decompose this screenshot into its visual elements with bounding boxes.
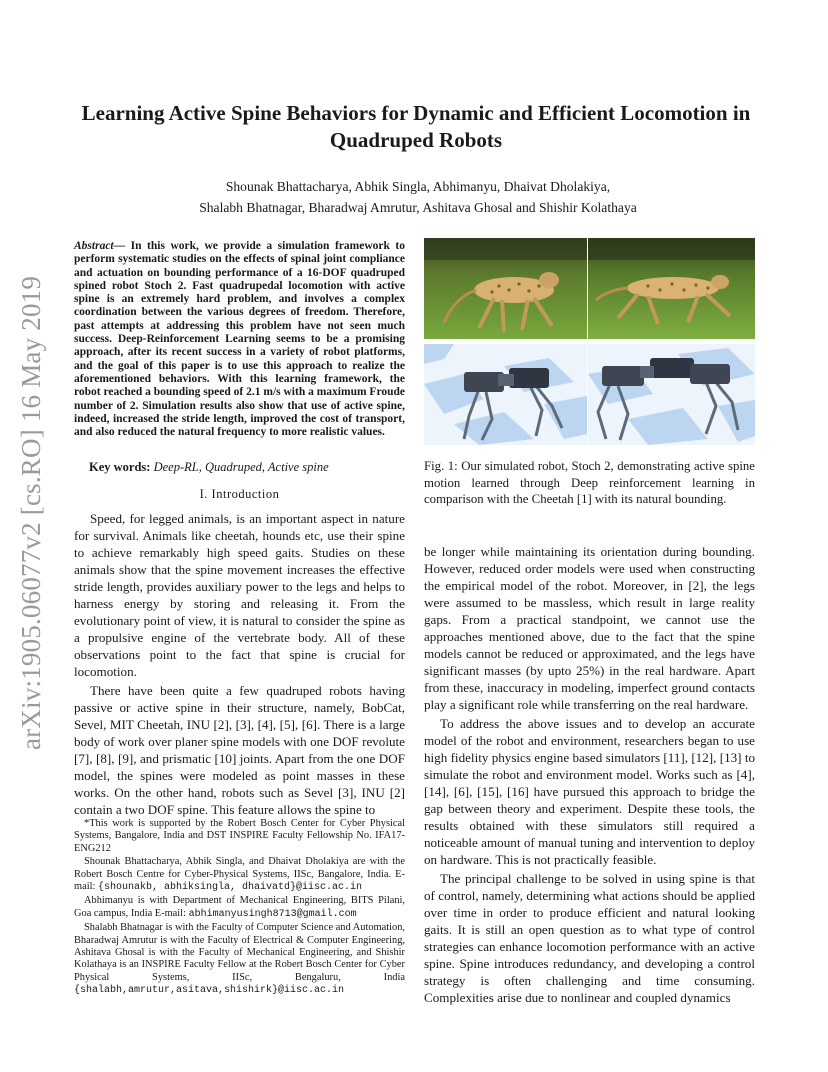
intro-paragraph-2: There have been quite a few quadruped robots having passive or active spine in their structure, namely, BobCat, Sevel, MIT Cheetah, INU [2], [3], [4], [5], [6]. There is a large body of work over planer spine models with one DOF revolute [7], [8], [9], and prismatic [10] joints. Apart from the one DOF model, the spines were modeled as point masses in these works. On the other hand, robots such as Sevel [3], INU [2] contain a two DOF spine. This feature allows the spine to	[74, 683, 405, 817]
intro-right-paragraph-3: The principal challenge to be solved in using spine is that of control, namely, determining what actions should be applied over time in order to produce efficient and natural looking gaits. It is still an open question as to what type of control strategies can enhance locomotion performance with an active spine. Spine introduces redundancy, and developing a control strategy is often challenging and time consuming. Complexities arise due to nonlinear and coupled dynamics	[424, 871, 755, 1005]
abstract	[74, 240, 405, 439]
intro-right-column	[424, 543, 755, 1006]
robot-simulation-left	[424, 344, 587, 445]
intro-paragraph-1: Speed, for legged animals, is an important aspect in nature for survival. Animals like cheetah, hounds etc, use their spine to achieve remarkably high speed gaits. Studies on these animals show that the spine movement increases the effective stride length, provides auxiliary power to the legs and helps to harness energy by storing and releasing it. From the evolutionary point of view, it is natural to consider the spine as a propulsive engine of the vertebrate body. All of these observations point to the fact that spine is crucial for locomotion.	[74, 511, 405, 679]
paper-title: Learning Active Spine Behaviors for Dynamic and Efficient Locomotion in Quadruped Robots	[81, 101, 751, 152]
footnote-email-2: abhimanyusingh8713@gmail.com	[188, 908, 357, 920]
robot-simulation-right-image	[588, 344, 755, 445]
arxiv-stamp-text: arXiv:1905.06077v2 [cs.RO] 16 May 2019	[16, 275, 46, 750]
footnote-affiliation-3	[74, 922, 405, 997]
cheetah-photo-right-image	[588, 238, 755, 339]
abstract-text: — In this work, we provide a simulation framework to perform systematic studies on the effects of spinal joint compliance and actuation on bounding performance of a 16-DOF quadruped spined robot Stoch 2. Fast quadrupedal locomotion with active spine is an extremely hard problem, and involves a complex coordination between the various degrees of freedom. Therefore, past attempts at addressing this problem have not seen much success. Deep-Reinforcement Learning seems to be a promising approach, after its recent success in a variety of robot platforms, and the goal of this paper is to use this approach to realize the aforementioned behaviors. With this learning framework, the robot reached a bounding speed of 2.1 m/s with a maximum Froude number of 2. Simulation results also show that use of active spine, indeed, increased the stride length, improved the cost of transport, and also reduced the natural frequency to more realistic values.	[74, 240, 405, 439]
figure-1-caption: Fig. 1: Our simulated robot, Stoch 2, demonstrating active spine motion learned through Deep reinforcement learning in comparison with the Cheetah [1] with its natural bounding.	[424, 459, 755, 506]
footnote-email-1: {shounakb, abhiksingla, dhaivatd}@iisc.ac.in	[97, 882, 363, 894]
intro-left-column	[74, 510, 405, 818]
footnote-affiliation-1-text: Shounak Bhattacharya, Abhik Singla, and Dhaivat Dholakiya are with the Robert Bosch Centre for Cyber-Physical Systems, IISc, Bangalore, India. E-mail:	[74, 856, 405, 893]
footnote-funding: *This work is supported by the Robert Bosch Center for Cyber Physical Systems, Bangalore, India and DST INSPIRE Faculty Fellowship No. IFA17-ENG212	[74, 818, 405, 854]
author-line-1: Shounak Bhattacharya, Abhik Singla, Abhimanyu, Dhaivat Dholakiya,	[225, 179, 611, 194]
robot-simulation-right	[588, 344, 755, 445]
cheetah-photo-left-image	[424, 238, 587, 339]
footnotes	[74, 818, 405, 999]
keywords	[89, 460, 409, 475]
author-list	[100, 176, 736, 218]
intro-right-paragraph-2: To address the above issues and to develop an accurate model of the robot and environment, researchers began to use high fidelity physics engine based simulators [11], [12], [13] to simulate the robot and environment model. Works such as [4], [14], [6], [15], [16] have pursued this approach to bridge the gap between theory and experiment. Despite these tools, the results obtained with these simulators still required a noticeable amount of manual tuning and intervention to deploy on hardware. This is not practically feasible.	[424, 716, 755, 867]
section-heading-introduction: I. Introduction	[199, 487, 280, 501]
footnote-email-3: {shalabh,amrutur,asitava,shishirk}@iisc.ac.in	[74, 985, 345, 997]
cheetah-photo-right	[588, 238, 755, 339]
figure-1	[424, 238, 755, 445]
keywords-value: Deep-RL, Quadruped, Active spine	[153, 460, 329, 474]
footnote-affiliation-2	[74, 895, 405, 921]
arxiv-stamp	[12, 275, 62, 750]
abstract-label: Abstract	[74, 240, 114, 252]
intro-right-paragraph-1: be longer while maintaining its orientation during bounding. However, reduced order models were used when constructing the empirical model of the robot. Moreover, in [2], the legs were assumed to be massless, which result in large reality gaps. From a practical standpoint, we cannot use the approaches mentioned above, due to the fact that the spine models cannot be reduced or approximated, and the legs have significant masses (by upto 25%) in the real hardware. Apart from these, inaccuracy in modeling, imperfect ground contacts play a significant role while transferring on the real hardware.	[424, 544, 755, 712]
footnote-affiliation-3-text: Shalabh Bhatnagar is with the Faculty of Computer Science and Automation, Bharadwaj Amrutur is with the Faculty of Electrical & Computer Engineering, Ashitava Ghosal is with the Faculty of Mechanical Engineering, and Shishir Kolathaya is an INSPIRE Faculty Fellow at the Robert Bosch Center for Cyber Physical Systems, IISc, Bengaluru, India	[74, 922, 405, 983]
cheetah-photo-left	[424, 238, 587, 339]
footnote-affiliation-2-text: Abhimanyu is with Department of Mechanical Engineering, BITS Pilani, Goa campus, India E-mail:	[74, 895, 405, 919]
keywords-label: Key words:	[89, 460, 151, 474]
footnote-affiliation-1	[74, 856, 405, 894]
author-line-2: Shalabh Bhatnagar, Bharadwaj Amrutur, Ashitava Ghosal and Shishir Kolathaya	[199, 200, 637, 215]
robot-simulation-left-image	[424, 344, 587, 445]
